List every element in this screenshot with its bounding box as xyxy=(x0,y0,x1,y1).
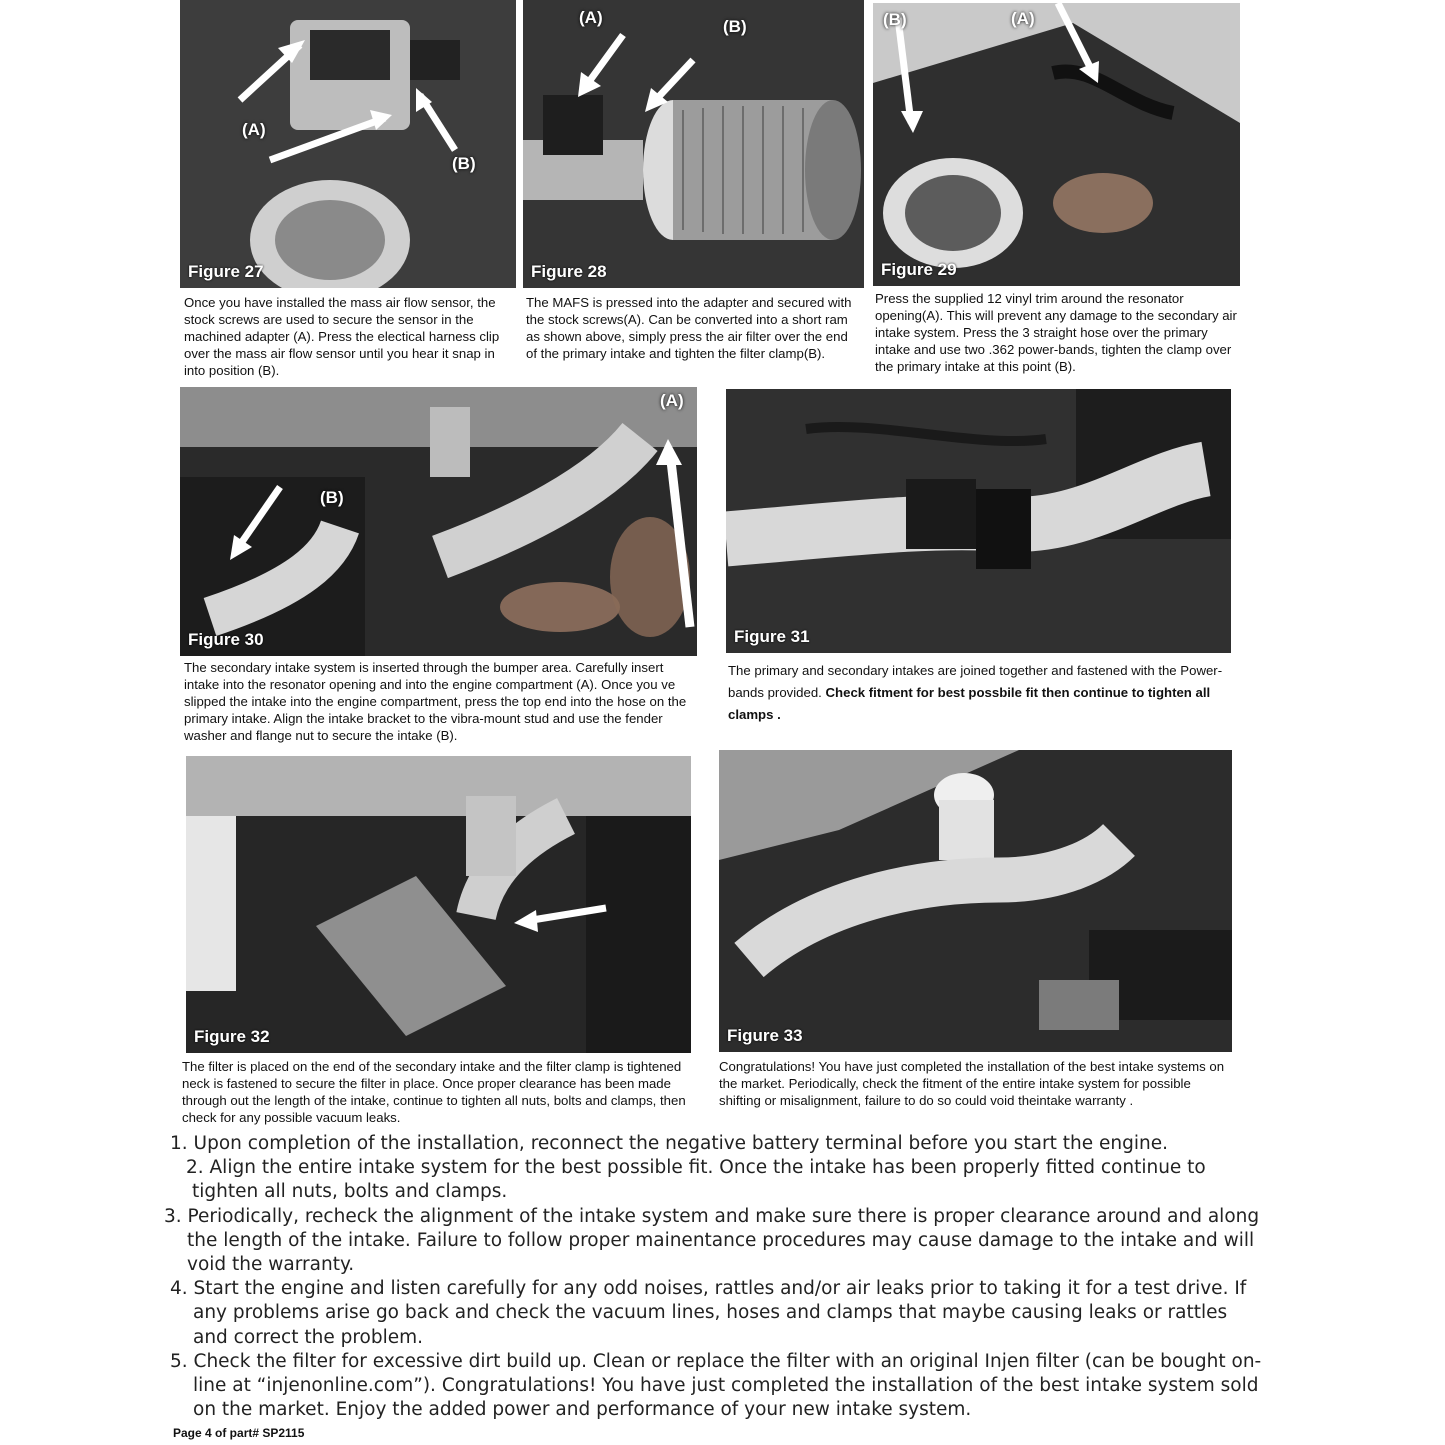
figure-33-caption: Congratulations! You have just completed the installation of the best intake systems on the market. Periodically, check the fitment of the entire intake system for possible shifting or misalignment, failure to do so could void theintake warranty . xyxy=(719,1059,1225,1108)
page-footer: Page 4 of part# SP2115 xyxy=(173,1426,305,1440)
figure-label: Figure 33 xyxy=(727,1026,803,1045)
callout-b: (B) xyxy=(452,154,476,173)
figure-32-caption: The filter is placed on the end of the secondary intake and the filter clamp is tightened neck is fastened to secure the filter in place. Once proper clearance has been made through out the length of the intake, continue to tighten all nuts, bolts and clamps, then check for any possible vacuum leaks. xyxy=(182,1059,686,1125)
figure-30-caption: The secondary intake system is inserted through the bumper area. Carefully insert intake into the resonator opening and into the engine compartment (A). Once you ve slipped the intake into the engine compartment, press the top end into the hose on the primary intake. Align the intake bracket to the vibra-mount stud and use the fender washer and flange nut to secure the intake (B). xyxy=(184,660,687,743)
figure-29-illustration xyxy=(873,3,1240,286)
figure-27-photo xyxy=(180,0,516,288)
figure-27-caption: Once you have installed the mass air flow sensor, the stock screws are used to secure the sensor in the machined adapter (A). Press the electical harness clip over the mass air flow sensor until you hear it snap in into position (B). xyxy=(184,295,500,378)
figure-33-photo xyxy=(719,750,1232,1052)
step-1: 1. Upon completion of the installation, reconnect the negative battery terminal before you start the engine. xyxy=(170,1133,1168,1154)
caption-text: The primary and secondary intakes are joined together and fastened with the Power- bands provided. xyxy=(728,663,1223,700)
step-4: 4. Start the engine and listen carefully for any odd noises, rattles and/or air leaks prior to taking it for a test drive. If any problems arise go back and check the vacuum lines, hoses and clamps that maybe causing leaks or rattles and correct the problem. xyxy=(170,1278,1247,1348)
figure-label: Figure 27 xyxy=(188,262,264,281)
figure-label: Figure 29 xyxy=(881,260,957,279)
figure-31-caption xyxy=(728,660,1236,726)
figure-27-illustration xyxy=(180,0,516,288)
callout-b: (B) xyxy=(320,488,344,507)
figure-label: Figure 31 xyxy=(734,627,810,646)
figure-29-caption: Press the supplied 12 vinyl trim around the resonator opening(A). This will prevent any damage to the secondary air intake system. Press the 3 straight hose over the primary intake and use two .362 power-bands, tighten the clamp over the primary intake at this point (B). xyxy=(875,291,1237,374)
figure-28-illustration xyxy=(523,0,864,288)
step-5: 5. Check the filter for excessive dirt build up. Clean or replace the filter with an original Injen filter (can be bought on-line at “injenonline.com”). Congratulations! You have just completed the installation of the best intake system sold on the market. Enjoy the added power and performance of your new intake system. xyxy=(170,1350,1262,1421)
callout-a: (A) xyxy=(579,8,603,27)
callout-b: (B) xyxy=(883,10,907,29)
figure-33-illustration xyxy=(719,750,1232,1052)
figure-31-illustration xyxy=(726,389,1231,653)
figure-label: Figure 30 xyxy=(188,630,264,649)
callout-a: (A) xyxy=(242,120,266,139)
figure-30-photo xyxy=(180,387,697,656)
figure-label: Figure 28 xyxy=(531,262,607,281)
step-2: 2. Align the entire intake system for the best possible fit. Once the intake has been properly fitted continue to tighten all nuts, bolts and clamps. xyxy=(186,1157,1206,1203)
figure-30-illustration xyxy=(180,387,697,656)
figure-32-illustration xyxy=(186,756,691,1053)
figure-28-photo xyxy=(523,0,864,288)
caption-bold-text: Check fitment for best possbile fit then continue to tighten all clamps . xyxy=(728,685,1211,722)
figure-31-photo xyxy=(726,389,1231,653)
figure-label: Figure 32 xyxy=(194,1027,270,1046)
callout-a: (A) xyxy=(1011,9,1035,28)
instruction-steps xyxy=(164,1132,1264,1422)
figure-32-photo xyxy=(186,756,691,1053)
callout-a: (A) xyxy=(660,391,684,410)
figure-28-caption: The MAFS is pressed into the adapter and secured with the stock screws(A). Can be converted into a short ram as shown above, simply press the air filter over the end of the primary intake and tighten the filter clamp(B). xyxy=(526,295,852,361)
callout-b: (B) xyxy=(723,17,747,36)
step-3: 3. Periodically, recheck the alignment of the intake system and make sure there is proper clearance around and along the length of the intake. Failure to follow proper mainentance procedures may cause damage to the intake and will void the warranty. xyxy=(164,1205,1260,1276)
figure-29-photo xyxy=(873,3,1240,286)
